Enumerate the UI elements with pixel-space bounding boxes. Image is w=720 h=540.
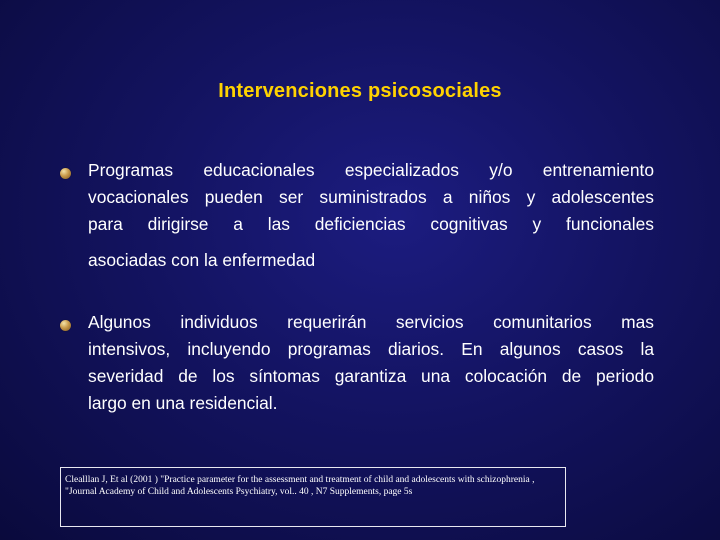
bullet-2-line-1: Algunos individuos requerirán servicios comunitarios mas (88, 312, 654, 332)
bullet-1-line-2: vocacionales pueden ser suministrados a niños y adolescentes (88, 187, 654, 207)
citation-line-1: Clealllan J, Et al (2001 ) "Practice parameter for the assessment and treatment of child and adolescents with schizophrenia , (65, 475, 535, 485)
bullet-2-line-4: largo en una residencial. (88, 393, 278, 413)
bullet-1-line-1: Programas educacionales especializados y/o entrenamiento (88, 160, 654, 180)
bullet-2-line-2: intensivos, incluyendo programas diarios. En algunos casos la (88, 339, 654, 359)
bullet-dot-icon (60, 320, 71, 331)
citation-line-2: "Journal Academy of Child and Adolescents Psychiatry, vol.. 40 , N7 Supplements, page 5s (65, 487, 413, 497)
bullet-1-line-4: asociadas con la enfermedad (88, 250, 316, 270)
citation-box (60, 467, 566, 527)
bullet-dot-icon (60, 168, 71, 179)
bullet-1-line-3: para dirigirse a las deficiencias cognitivas y funcionales (88, 214, 654, 234)
bullet-paragraph-1 (88, 157, 654, 274)
slide-title: Intervenciones psicosociales (218, 80, 502, 102)
bullet-paragraph-2 (88, 309, 654, 417)
bullet-2-line-3: severidad de los síntomas garantiza una colocación de periodo (88, 366, 654, 386)
